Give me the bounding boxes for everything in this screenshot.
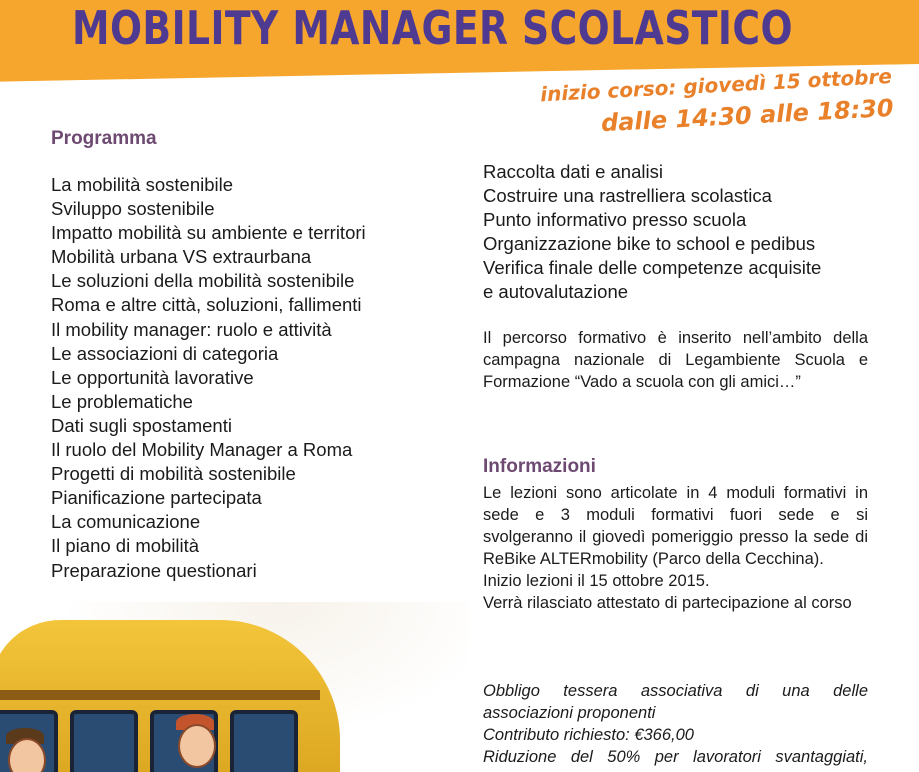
discount-note: Riduzione del 50% per lavoratori svantaggiati, — [483, 748, 868, 766]
program-item: Le opportunità lavorative — [51, 366, 254, 388]
program-item: Roma e altre città, soluzioni, fallimenti — [51, 294, 362, 316]
program-item: Preparazione questionari — [51, 559, 257, 581]
info-section — [483, 482, 868, 614]
bus-stripe — [0, 690, 320, 700]
course-start-date: inizio corso: giovedì 15 ottobre — [539, 63, 893, 107]
program-item: Il ruolo del Mobility Manager a Roma — [51, 439, 353, 461]
page-title: MOBILITY MANAGER SCOLASTICO — [72, 1, 793, 55]
course-time: dalle 14:30 alle 18:30 — [600, 93, 895, 138]
bus-illustration — [0, 620, 340, 772]
program-item: Progetti di mobilità sostenibile — [51, 463, 296, 485]
program-item: Verifica finale delle competenze acquisite — [483, 257, 822, 279]
campaign-paragraph: Il percorso formativo è inserito nell’ambito della campagna nazionale di Legambiente Scuola e Formazione “Vado a scuola con gli amici…” — [483, 329, 868, 391]
program-item: Mobilità urbana VS extraurbana — [51, 246, 312, 268]
bus-window — [230, 710, 298, 772]
modules-paragraph: Le lezioni sono articolate in 4 moduli formativi in sede e 3 moduli formativi fuori sede e si svolgeranno il giovedì pomeriggio presso la sede di ReBike ALTERmobility (Parco della Cecchina). — [483, 484, 868, 568]
course-schedule — [539, 60, 894, 142]
child-face — [178, 724, 216, 768]
school-bus-photo — [0, 602, 468, 772]
program-list-right — [483, 160, 821, 305]
program-item: Raccolta dati e analisi — [483, 161, 663, 182]
certificate-paragraph: Verrà rilasciato attestato di partecipazione al corso — [483, 594, 852, 612]
program-item: Organizzazione bike to school e pedibus — [483, 233, 816, 255]
bus-window — [70, 710, 138, 772]
membership-note: Obbligo tessera associativa di una delle associazioni proponenti — [483, 682, 868, 722]
info-heading: Informazioni — [483, 456, 596, 477]
program-item: Il mobility manager: ruolo e attività — [51, 318, 332, 340]
program-list-left — [51, 173, 366, 583]
program-item: La comunicazione — [51, 511, 201, 533]
program-item: Le associazioni di categoria — [51, 342, 279, 364]
program-item: Impatto mobilità su ambiente e territori — [51, 222, 366, 244]
conditions-section — [483, 680, 868, 768]
program-heading: Programma — [51, 128, 157, 149]
program-item: e autovalutazione — [483, 281, 629, 303]
program-item: La mobilità sostenibile — [51, 174, 234, 195]
start-paragraph: Inizio lezioni il 15 ottobre 2015. — [483, 572, 710, 590]
fee-note: Contributo richiesto: €366,00 — [483, 726, 694, 744]
program-item: Il piano di mobilità — [51, 535, 200, 557]
program-item: Le soluzioni della mobilità sostenibile — [51, 270, 355, 292]
program-item: Sviluppo sostenibile — [51, 198, 215, 220]
program-item: Costruire una rastrelliera scolastica — [483, 185, 772, 207]
program-item: Dati sugli spostamenti — [51, 414, 232, 436]
program-item: Pianificazione partecipata — [51, 487, 262, 509]
program-item: Punto informativo presso scuola — [483, 209, 747, 231]
program-item: Le problematiche — [51, 390, 193, 412]
